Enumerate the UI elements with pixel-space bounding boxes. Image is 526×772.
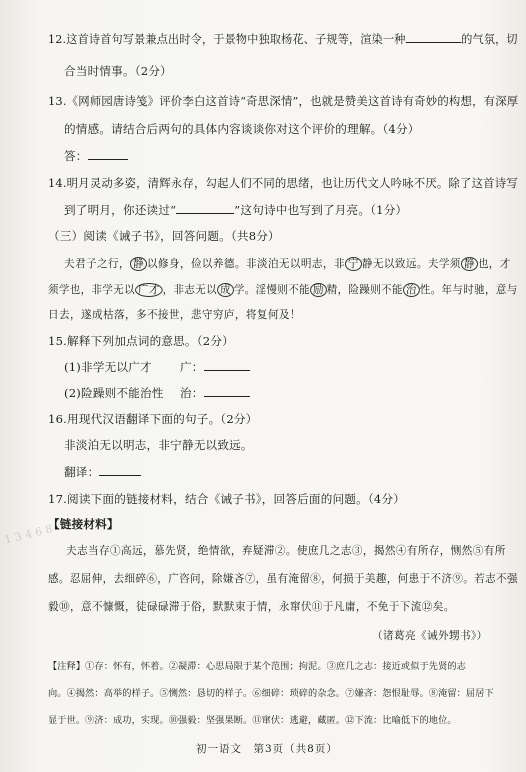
q12-blank[interactable] — [406, 42, 462, 43]
link-paragraph-line1: 夫志当存①高远，慕先贤，绝情欲，弃疑滞②。使庶几之志③，揭然④有所存，恻然⑤有所 — [66, 545, 506, 557]
circled-word: 广才 — [135, 283, 163, 297]
section-3-heading: （三）阅读《诫子书》，回答问题。（共8分） — [48, 229, 280, 243]
q15-item2: (2)险躁则不能治性 — [64, 386, 164, 400]
q16-title: 16.用现代汉语翻译下面的句子。（2分） — [48, 412, 258, 426]
notes-line2: 向。④揭然：高举的样子。⑤恻然：恳切的样子。⑥细碎：琐碎的杂念。⑦嫌吝：怨恨耻辱。⑧淹留：屈居下 — [48, 688, 494, 699]
q16-sentence: 非淡泊无以明志，非宁静无以致远。 — [64, 438, 253, 452]
q16-blank[interactable] — [99, 475, 141, 476]
q12-line1: 12.这首诗首句写景兼点出时令，于景物中独取杨花、子规等，渲染一种 的气氛，切 — [48, 32, 518, 46]
circled-word: 治 — [403, 283, 420, 297]
q15-item2-answer: 治： — [180, 385, 250, 401]
page-footer: 初一语文 第3页（共8页） — [196, 743, 338, 755]
link-source: （诸葛亮《诫外甥书》） — [372, 630, 488, 642]
q15-title: 15.解释下列加点词的意思。（2分） — [48, 334, 234, 348]
q15-item2-blank[interactable] — [204, 396, 250, 397]
bleed-through-text: 1 3 4 6 8 — [3, 522, 54, 547]
circled-word: 成 — [217, 283, 234, 297]
notes-line3: 显于世。⑨济：成功，实现。⑩强毅：坚强果断。⑪窜伏：逃避，藏匿。⑫下流：比喻低下的地位。 — [48, 715, 457, 726]
q13-line1: 13.《网师园唐诗笺》评价李白这首诗“奇思深情”，也就是赞美这首诗有奇妙的构想，有深厚 — [48, 94, 519, 108]
q14-line2: 到了明月，你还读过“ ”这句诗中也写到了月亮。（1分） — [64, 203, 408, 217]
link-material-heading: 【链接材料】 — [48, 517, 119, 531]
q13-line2: 的情感。请结合后两句的具体内容谈谈你对这个评价的理解。（4分） — [64, 122, 420, 136]
q13-answer: 答： — [64, 148, 128, 164]
q12-line2: 合当时情事。（2分） — [64, 64, 172, 78]
classical-line2: 须学也，非学无以 广才 ，非志无以 成 学。淫慢则不能 励 精，险躁则不能 治 性。年与时驰，意与 — [48, 284, 518, 296]
classical-line1: 夫君子之行， 静 以修身，俭以养德。非淡泊无以明志，非 宁 静无以致远。夫学须 静 也，才 — [64, 258, 511, 270]
classical-line3: 日去，遂成枯落，多不接世，悲守穷庐，将复何及！ — [48, 309, 301, 321]
circled-word: 静 — [461, 257, 478, 271]
q14-line1: 14.明月灵动多姿，清辉永存，勾起人们不同的思绪，也让历代文人吟咏不厌。除了这首诗写 — [48, 176, 518, 190]
link-paragraph-line2: 感。忍屈伸，去细碎⑥，广咨问，除嫌吝⑦，虽有淹留⑧，何损于美趣，何患于不济⑨。若志不强 — [48, 573, 518, 585]
q17-title: 17.阅读下面的链接材料，结合《诫子书》，回答后面的问题。（4分） — [48, 492, 406, 506]
circled-word: 静 — [130, 257, 147, 271]
link-paragraph-line3: 毅⑩，意不慷慨，徒碌碌滞于俗，默默束于情，永窜伏⑪于凡庸，不免于下流⑫矣。 — [48, 601, 455, 613]
notes-line1: 【注释】①存：怀有，怀着。②凝滞：心思局限于某个范围；拘泥。③庶几之志：接近或似于先贤的志 — [48, 661, 466, 672]
circled-word: 宁 — [345, 257, 362, 271]
circled-word: 励 — [310, 283, 327, 297]
q13-answer-blank[interactable] — [88, 159, 128, 160]
q15-item1: (1)非学无以广才 — [64, 360, 152, 374]
q15-item1-blank[interactable] — [204, 370, 250, 371]
q16-translation: 翻译： — [64, 464, 141, 480]
q15-item1-answer: 广： — [180, 359, 250, 375]
q14-blank[interactable] — [176, 213, 234, 214]
